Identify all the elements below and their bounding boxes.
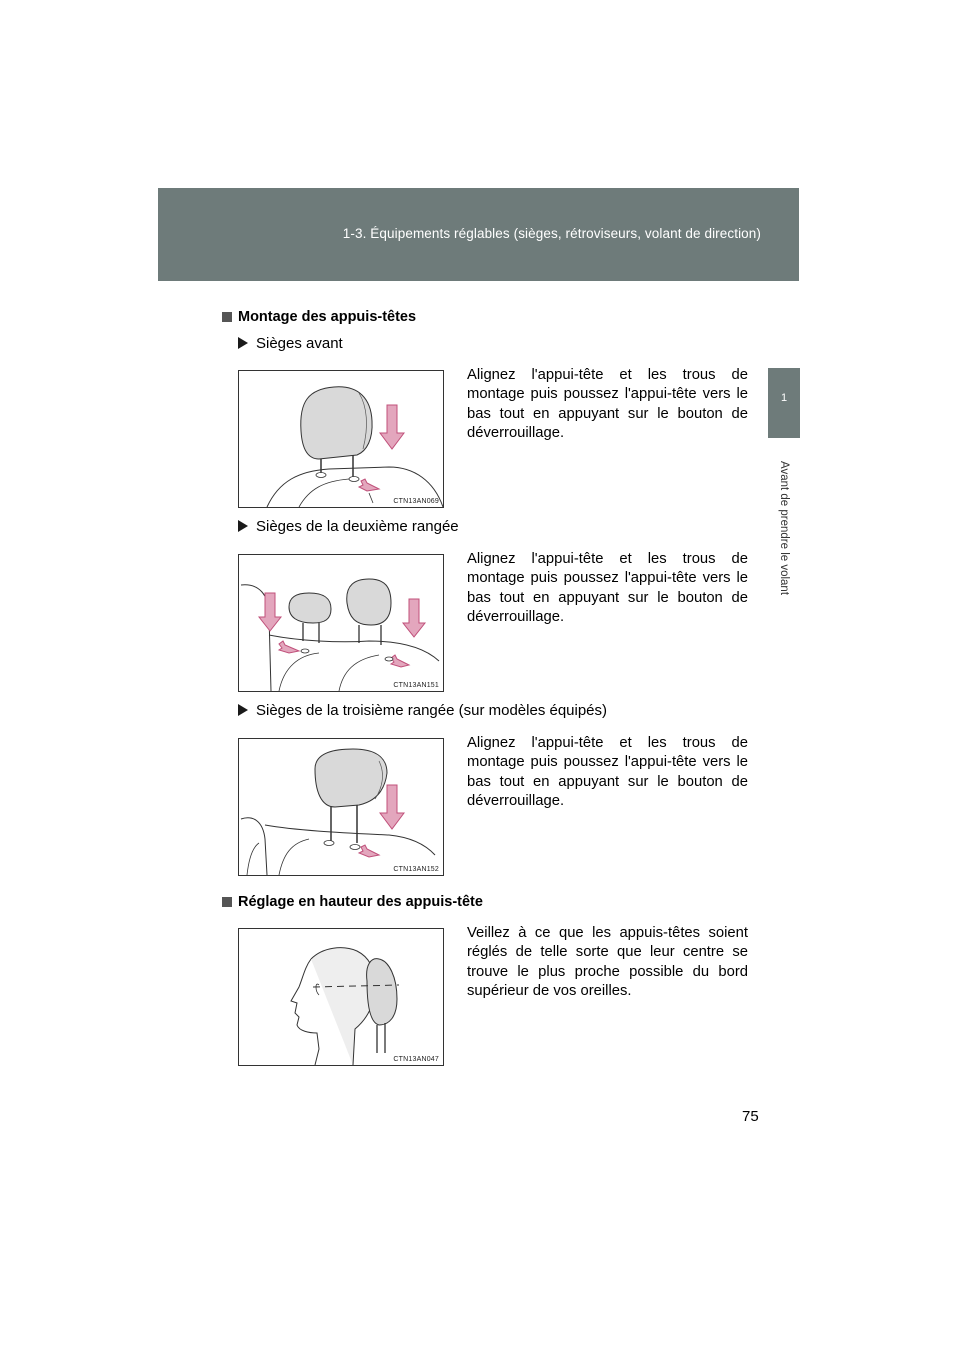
figure-code: CTN13AN047 — [393, 1056, 439, 1063]
figure-second-row-headrests — [238, 554, 444, 692]
section-heading-text: Réglage en hauteur des appuis-tête — [238, 894, 483, 910]
subitem-second-row — [238, 518, 459, 535]
square-bullet-icon — [222, 897, 232, 907]
figure-code: CTN13AN152 — [393, 866, 439, 873]
instruction-text-front: Alignez l'appui-tête et les trous de montage puis poussez l'appui-tête vers le bas tout en appuyant sur le bouton de déverrouillage. — [467, 367, 748, 442]
chapter-title: 1-3. Équipements réglables (sièges, rétroviseurs, volant de direction) — [342, 226, 761, 241]
second-row-headrest-illustration — [239, 555, 445, 693]
side-tab-number: 1 — [780, 392, 788, 404]
side-tab-label: Avant de prendre le volant — [778, 460, 790, 596]
chapter-header — [158, 188, 799, 281]
instruction-text-height: Veillez à ce que les appuis-têtes soient réglés de telle sorte que leur centre se trouve le plus proche possible du bord supérieur de vos oreilles. — [467, 925, 748, 1000]
figure-front-headrest — [238, 370, 444, 508]
subitem-label: Sièges de la deuxième rangée — [256, 518, 459, 535]
subitem-third-row — [238, 702, 607, 719]
figure-code: CTN13AN151 — [393, 682, 439, 689]
figure-code: CTN13AN069 — [393, 498, 439, 505]
section-heading-reglage — [222, 894, 483, 910]
triangle-bullet-icon — [238, 337, 248, 349]
instruction-text-second-row: Alignez l'appui-tête et les trous de montage puis poussez l'appui-tête vers le bas tout en appuyant sur le bouton de déverrouillage. — [467, 551, 748, 626]
subitem-label: Sièges de la troisième rangée (sur modèles équipés) — [256, 702, 608, 719]
head-height-illustration — [239, 929, 445, 1067]
third-row-headrest-illustration — [239, 739, 445, 877]
figure-head-height — [238, 928, 444, 1066]
triangle-bullet-icon — [238, 704, 248, 716]
instruction-text-third-row: Alignez l'appui-tête et les trous de montage puis poussez l'appui-tête vers le bas tout en appuyant sur le bouton de déverrouillage. — [467, 735, 748, 810]
front-headrest-illustration — [239, 371, 445, 509]
section-heading-text: Montage des appuis-têtes — [238, 309, 417, 325]
subitem-front-seats — [238, 335, 343, 352]
page-number: 75 — [742, 1108, 759, 1125]
figure-third-row-headrest — [238, 738, 444, 876]
square-bullet-icon — [222, 312, 232, 322]
section-heading-montage — [222, 309, 416, 325]
triangle-bullet-icon — [238, 520, 248, 532]
subitem-label: Sièges avant — [256, 335, 343, 352]
side-tab — [768, 368, 800, 438]
